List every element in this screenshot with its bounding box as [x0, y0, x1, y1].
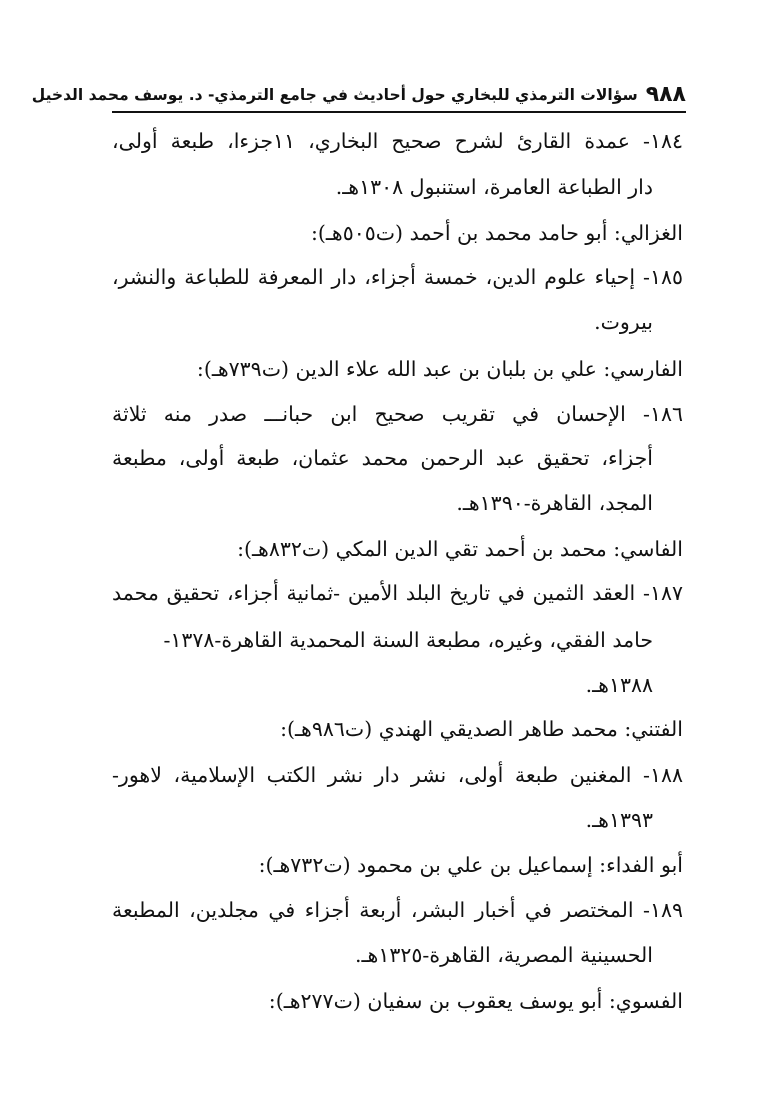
entry-186-line-1: ١٨٦- الإحسان في تقريب صحيح ابن حبانـــ صدر منه ثلاثة: [112, 402, 683, 426]
author-fasawi: الفسوي: أبو يوسف يعقوب بن سفيان (ت٢٧٧هـ):: [268, 989, 683, 1013]
entry-188-line-2: ١٣٩٣هـ.: [585, 808, 653, 832]
entry-184-line-1: ١٨٤- عمدة القارئ لشرح صحيح البخاري، ١١جزءا، طبعة أولى،: [112, 129, 683, 153]
entry-189-line-1: ١٨٩- المختصر في أخبار البشر، أربعة أجزاء في مجلدين، المطبعة: [112, 898, 683, 922]
entry-186-line-2: أجزاء، تحقيق عبد الرحمن محمد عثمان، طبعة أولى، مطبعة: [112, 446, 653, 470]
author-ghazali: الغزالي: أبو حامد محمد بن أحمد (ت٥٠٥هـ):: [310, 221, 683, 245]
page-number: ٩٨٨: [645, 82, 686, 107]
entry-187-line-3: ١٣٨٨هـ.: [585, 673, 653, 697]
running-title: سؤالات الترمذي للبخاري حول أحاديث في جامع الترمذي- د. يوسف محمد الدخيل: [31, 86, 638, 104]
page-header: [31, 80, 686, 108]
entry-184-line-2: دار الطباعة العامرة، استنبول ١٣٠٨هـ.: [335, 175, 653, 199]
author-abu-al-fida: أبو الفداء: إسماعيل بن علي بن محمود (ت٧٣٢هـ):: [258, 853, 683, 877]
entry-189-line-2: الحسينية المصرية، القاهرة-١٣٢٥هـ.: [355, 943, 653, 967]
entry-187-line-1: ١٨٧- العقد الثمين في تاريخ البلد الأمين -ثمانية أجزاء، تحقيق محمد: [112, 581, 683, 605]
header-rule: [112, 111, 686, 113]
author-farisi: الفارسي: علي بن بلبان بن عبد الله علاء الدين (ت٧٣٩هـ):: [196, 357, 683, 381]
author-fattani: الفتني: محمد طاهر الصديقي الهندي (ت٩٨٦هـ):: [280, 717, 683, 741]
entry-187-line-2: حامد الفقي، وغيره، مطبعة السنة المحمدية القاهرة-١٣٧٨-: [163, 628, 653, 652]
entry-185-line-1: ١٨٥- إحياء علوم الدين، خمسة أجزاء، دار المعرفة للطباعة والنشر،: [112, 265, 683, 289]
author-fasi: الفاسي: محمد بن أحمد تقي الدين المكي (ت٨٣٢هـ):: [237, 537, 683, 561]
entry-185-line-2: بيروت.: [594, 310, 653, 334]
entry-186-line-3: المجد، القاهرة-١٣٩٠هـ.: [456, 491, 653, 515]
entry-188-line-1: ١٨٨- المغنين طبعة أولى، نشر دار نشر الكتب الإسلامية، لاهور-: [112, 763, 683, 787]
